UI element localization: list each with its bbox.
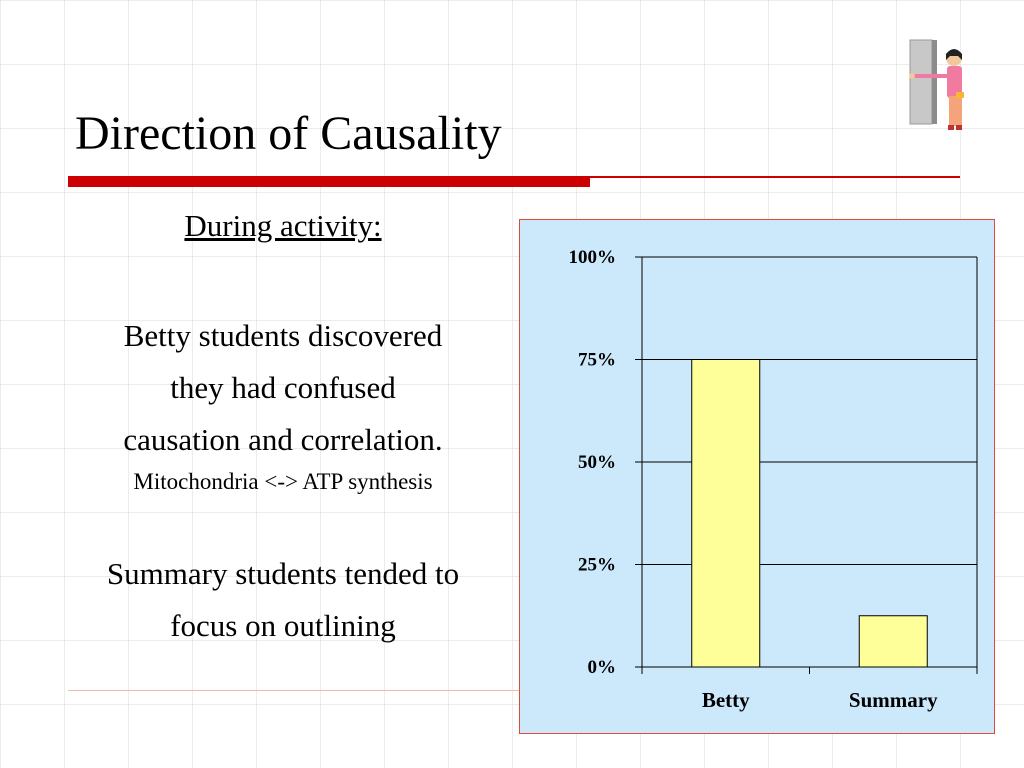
title-underline-thin	[590, 176, 960, 178]
slide-title: Direction of Causality	[75, 107, 502, 160]
betty-paragraph-line-3: causation and correlation.	[123, 422, 443, 457]
bottom-divider	[68, 690, 520, 691]
mitochondria-note: Mitochondria <-> ATP synthesis	[133, 469, 433, 494]
bar-chart-svg	[520, 220, 996, 735]
betty-paragraph-line-2: they had confused	[170, 370, 396, 405]
bar-betty	[692, 360, 760, 668]
x-tick-label: Summary	[848, 688, 938, 712]
title-underline-thick	[68, 176, 590, 187]
summary-paragraph-line-2: focus on outlining	[170, 608, 396, 643]
activity-heading: During activity:	[184, 208, 382, 243]
summary-paragraph-line-1: Summary students tended to	[106, 556, 460, 591]
y-tick-label: 75%	[578, 349, 616, 371]
y-tick-label: 100%	[568, 247, 616, 268]
x-tick-label: Betty	[701, 688, 750, 712]
betty-paragraph-line-1: Betty students discovered	[123, 318, 443, 353]
y-tick-label: 25%	[578, 554, 616, 576]
y-tick-label: 0%	[587, 657, 616, 678]
bar-chart	[519, 219, 995, 734]
person-opening-door-icon	[892, 22, 1002, 147]
y-tick-label: 50%	[578, 452, 616, 473]
slide-body	[68, 204, 498, 652]
bar-summary	[859, 616, 927, 667]
